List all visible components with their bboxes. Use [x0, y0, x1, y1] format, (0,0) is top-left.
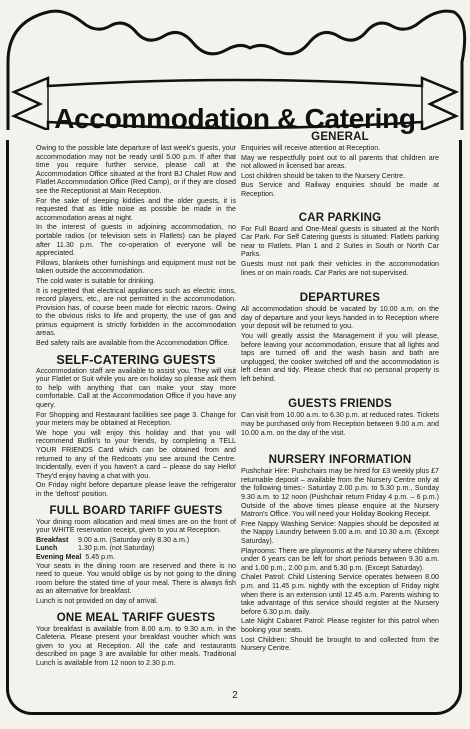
section-heading-self-catering: SELF-CATERING GUESTS: [56, 352, 216, 367]
self-catering-paragraph: On Friday night before departure please leave the refrigerator in the 'defrost' position.: [36, 481, 236, 498]
self-catering-paragraph: We hope you will enjoy this holiday and that you will recommend Butlin's to your friends, by completing a TELL YOUR FRIENDS Card which can be obtained from and returned to any of the Redcoats you see around the Centre. Incidentally, even if you haven't a card – please do say Hello! They'd enjoy having a chat with you.: [36, 428, 236, 480]
page-title: Accommodation & Catering: [54, 103, 416, 134]
intro-paragraph: Owing to the possible late departure of last week's guests, your accommodation may not be ready until 5.00 p.m. If after that time you require further service, please call at the Accommodation Office situated at the front BJ Chalet Row and Flatlet Accommodation Office (Red Camp), or if they are closed see the Receptionist at Main Reception.: [36, 144, 236, 195]
section-heading-car-parking: CAR PARKING: [298, 211, 382, 224]
self-catering-paragraph: Accommodation staff are available to assist you. They will visit your Flatlet or Suit while you are on holiday so please ask them to help with anything that can make your stay more comfortable. Call at the Accommodation Office if you have any query.: [36, 366, 236, 410]
meal-time: 9.00 a.m. (Saturday only 8.30 a.m.): [78, 535, 190, 544]
general-paragraph: Bus Service and Railway enquiries should be made at Reception.: [241, 181, 439, 198]
full-board-paragraph: Lunch is not provided on day of arrival.: [36, 596, 158, 605]
general-paragraph: May we respectfully point out to all parents that children are not allowed in licensed bar areas.: [241, 153, 439, 171]
section-heading-general: GENERAL: [311, 131, 369, 143]
full-board-intro: Your dining room allocation and meal times are on the front of your WHITE reservation receipt, given to you at Reception.: [36, 517, 236, 535]
general-paragraph: Enquiries will receive attention at Reception.: [241, 144, 381, 152]
intro-paragraph: For the sake of sleeping kiddies and the older guests, it is requested that as little noise as possible be made in the accommodation areas at night.: [36, 196, 236, 222]
section-heading-one-meal: ONE MEAL TARIFF GUESTS: [56, 611, 216, 624]
departures-paragraph: All accommodation should be vacated by 10.00 a.m. on the day of departure and your keys handed in to Reception where your deposit will be returned to you.: [241, 305, 439, 331]
intro-paragraph: It is regretted that electrical appliances such as electric irons, record players, etc., are not permitted in the accommodation. Provision has, of course been made for electric razors. Owing to the obvious risks to life and property, the use of gas and primus equipment is strictly forbidden in the accommodation areas.: [36, 286, 236, 338]
meal-label: Breakfast: [36, 535, 69, 544]
intro-paragraph: In the interest of guests in adjoining accommodation, no portable radios (or television sets in Flatlets) can be played after 11.30 p.m. The co-operation of everyone will be appreciated.: [36, 223, 236, 258]
section-heading-full-board: FULL BOARD TARIFF GUESTS: [49, 504, 223, 517]
departures-paragraph: You will greatly assist the Management if you will please, before leaving your accommodation, ensure that all lights and taps are turned off and the wash basin and bath are unplugged, the cooker switched off and the accommodation is left clean and tidy. Please check that no personal property is left behind.: [241, 331, 439, 383]
one-meal-paragraph: Your breakfast is available from 8.00 a.m. to 9.30 a.m. in the Cafeteria. Please present your breakfast voucher which was given to you at Reception. All the cafe and restaurants described on page 3 are available for other meals. Traditional Lunch is available from 12 noon to 2.30 p.m.: [36, 624, 236, 667]
nursery-paragraph: Chalet Patrol: Child Listening Service operates between 8.00 p.m. and 11.45 p.m. nightly with the exception of Friday night when there is an extension until 12.45 a.m. Parents wishing to take advantage of this service should register at the Nursery before 6.30 p.m. daily.: [241, 573, 439, 616]
page-number: 2: [232, 690, 238, 701]
section-heading-guests-friends: GUESTS FRIENDS: [288, 398, 392, 411]
meal-label: Lunch: [36, 544, 58, 553]
nursery-paragraph: Lost Children: Should be brought to and collected from the Nursery Centre.: [241, 635, 439, 653]
self-catering-paragraph: For Shopping and Restaurant facilities see page 3. Change for your meters may be obtained at Reception.: [36, 410, 236, 428]
nursery-paragraph: Free Nappy Washing Service: Nappies should be deposited at the Nappy Laundry between 9.00 a.m. and 10.30 a.m. (Except Saturday).: [241, 519, 439, 545]
left-column: [36, 144, 236, 668]
meal-times-table: [36, 536, 236, 553]
intro-paragraph: Pillows, blankets other furnishings and equipment must not be taken outside the accommodation.: [36, 258, 236, 276]
guests-friends-paragraph: Can visit from 10.00 a.m. to 6.30 p.m. at reduced rates. Tickets may be purchased only from Reception between 9.00 a.m. and 10.00 a.m. on the day of the visit.: [241, 411, 439, 437]
full-board-paragraph: Your seats in the dining room are reserved and there is no need to queue. You would oblige us by not going to the dining room before the stated time of your meal. There is always fish as an alternative for breakfast.: [36, 561, 236, 596]
car-parking-paragraph: For Full Board and One-Meal guests is situated at the North Car Park. For Self Catering guests is situated: Flatlets parking near to Flatlets. Plan 1 and 2 Suites in South or North Car Parks.: [241, 224, 439, 259]
intro-paragraph: The cold water is suitable for drinking.: [36, 276, 156, 285]
meal-label: Evening Meal: [36, 552, 82, 561]
meal-time: 1.30 p.m. (not Saturday): [78, 544, 155, 553]
nursery-paragraph: Late Night Cabaret Patrol: Please register for this patrol when booking your seats.: [241, 617, 439, 634]
nursery-paragraph: Playrooms: There are playrooms at the Nursery where children under 6 years can be left for short periods between 9.30 a.m. and 1.00 p.m., 2.00 p.m. and 5.30 p.m. (Except Saturday).: [241, 546, 439, 572]
intro-paragraph: Bed safety rails are available from the Accommodation Office.: [36, 339, 230, 348]
meal-times-evening: [36, 553, 236, 562]
right-column: [241, 131, 439, 654]
nursery-paragraph: Pushchair Hire: Pushchairs may be hired for £3 weekly plus £7 returnable deposit – available from the Nursery Centre only at the following times:- Saturday 2.00 p.m. to 5.30 p.m., Sunday 9.30 a.m. to 12 noon (Pushchair return Friday 4 p.m. – 6 p.m.) Outside of the above times please enquire at the Nursery Matron's Office. You will need your Holiday Booking Receipt.: [241, 467, 439, 519]
meal-time: 5.45 p.m.: [85, 552, 115, 561]
general-paragraph: Lost children should be taken to the Nursery Centre.: [241, 171, 406, 180]
section-heading-departures: DEPARTURES: [299, 292, 381, 305]
section-heading-nursery: NURSERY INFORMATION: [268, 454, 412, 467]
car-parking-paragraph: Guests must not park their vehicles in the accommodation lines or on main roads. Car Parks are not supervised.: [241, 259, 439, 277]
